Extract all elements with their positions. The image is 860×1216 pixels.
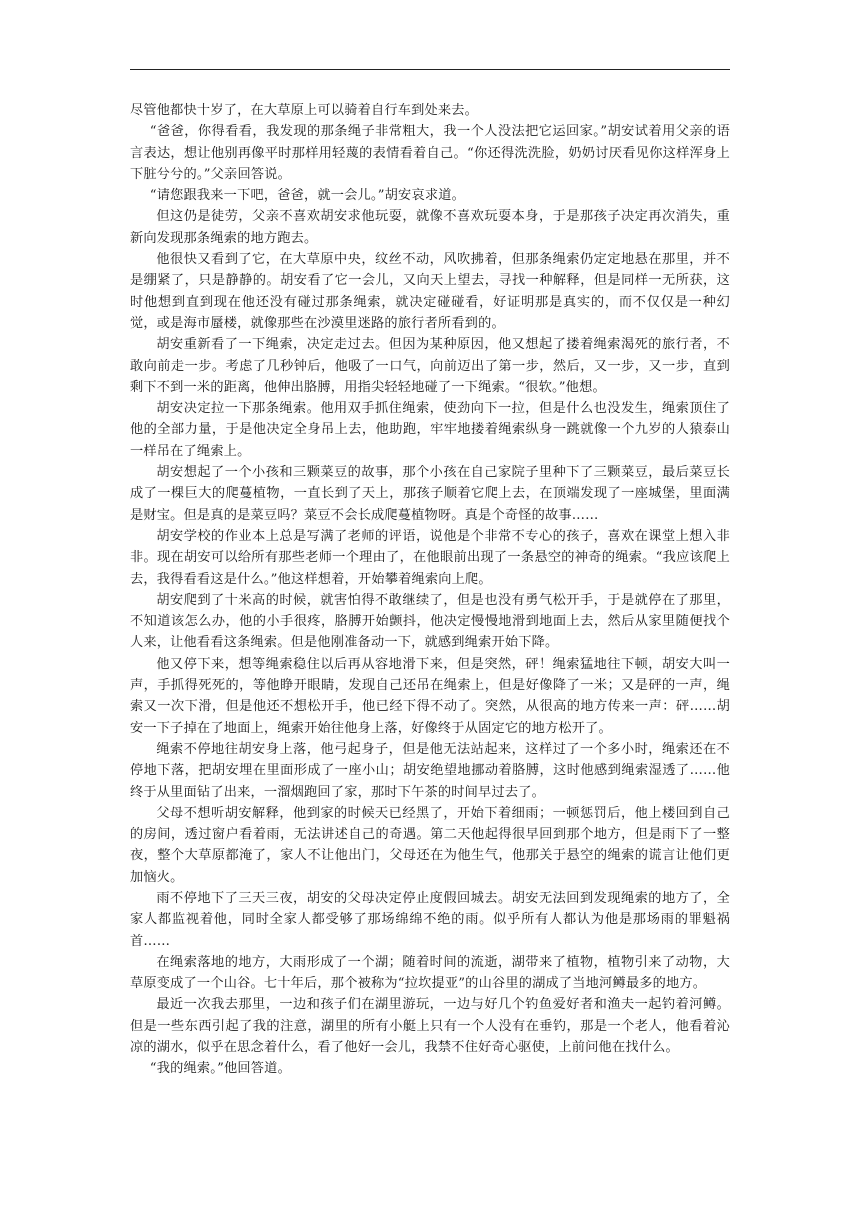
header-rule [130, 69, 730, 70]
paragraph: 但这仍是徒劳，父亲不喜欢胡安求他玩耍，就像不喜欢玩耍本身，于是那孩子决定再次消失，重新向发现那条绳索的地方跑去。 [130, 209, 730, 246]
paragraph: 胡安学校的作业本上总是写满了老师的评语，说他是个非常不专心的孩子，喜欢在课堂上想入非非。现在胡安可以给所有那些老师一个理由了，在他眼前出现了一条悬空的神奇的绳索。“我应该爬上去，我得看看这是什么。”他这样想着，开始攀着绳索向上爬。 [130, 528, 730, 587]
paragraph: 胡安想起了一个小孩和三颗菜豆的故事，那个小孩在自己家院子里种下了三颗菜豆，最后菜豆长成了一棵巨大的爬蔓植物，一直长到了天上，那孩子顺着它爬上去，在顶端发现了一座城堡，里面满是财宝。但是真的是菜豆吗？菜豆不会长成爬蔓植物呀。真是个奇怪的故事…… [130, 465, 730, 523]
paragraph: “爸爸，你得看看，我发现的那条绳子非常粗大，我一个人没法把它运回家。”胡安试着用父亲的语言表达，想让他别再像平时那样用轻蔑的表情看着自己。“你还得洗洗脸，奶奶讨厌看见你这样浑身上下脏兮兮的。”父亲回答说。 [130, 124, 730, 182]
paragraph: 在绳索落地的地方，大雨形成了一个湖；随着时间的流逝，湖带来了植物，植物引来了动物，大草原变成了一个山谷。七十年后，那个被称为“拉坎提亚”的山谷里的湖成了当地河鳟最多的地方。 [130, 954, 730, 992]
paragraph: 胡安重新看了一下绳索，决定走过去。但因为某种原因，他又想起了搂着绳索渴死的旅行者，不敢向前走一步。考虑了几秒钟后，他吸了一口气，向前迈出了第一步，然后，又一步，又一步，直到剩下不到一米的距离，他伸出胳膊，用指尖轻轻地碰了一下绳索。“很软。”他想。 [130, 337, 730, 395]
paragraph: “请您跟我来一下吧，爸爸，就一会儿。”胡安哀求道。 [149, 188, 465, 204]
paragraph: 胡安爬到了十米高的时候，就害怕得不敢继续了，但是也没有勇气松开手，于是就停在了那里，不知道该怎么办，他的小手很疼，胳膊开始颤抖，他决定慢慢地滑到地面上去，然后从家里随便找个人来，让他看看这条绳索。但是他刚准备动一下，就感到绳索开始下降。 [130, 592, 730, 651]
paragraph: 他很快又看到了它，在大草原中央，纹丝不动，风吹拂着，但那条绳索仍定定地悬在那里，并不是绷紧了，只是静静的。胡安看了它一会儿，又向天上望去，寻找一种解释，但是同样一无所获，这时他想到直到现在他还没有碰过那条绳索，就决定碰碰看，好证明那是真实的，而不仅仅是一种幻觉，或是海市蜃楼，就像那些在沙漠里迷路的旅行者所看到的。 [130, 252, 730, 331]
paragraph: 最近一次我去那里，一边和孩子们在湖里游玩，一边与好几个钓鱼爱好者和渔夫一起钓着河鳟。但是一些东西引起了我的注意，湖里的所有小艇上只有一个人没有在垂钓，那是一个老人，他看着沁凉的湖水，似乎在思念着什么，看了他好一会儿，我禁不住好奇心驱使，上前问他在找什么。 [130, 997, 730, 1056]
paragraph: “我的绳索。”他回答道。 [149, 1061, 291, 1077]
paragraph: 尽管他都快十岁了，在大草原上可以骑着自行车到处来去。 [130, 103, 479, 118]
paragraph: 胡安决定拉一下那条绳索。他用双手抓住绳索，使劲向下一拉，但是什么也没发生，绳索顶住了他的全部力量，于是他决定全身吊上去，他助跑，牢牢地搂着绳索纵身一跳就像一个九岁的人猿泰山一样吊在了绳索上。 [130, 401, 730, 459]
paragraph: 绳索不停地往胡安身上落，他弓起身子，但是他无法站起来，这样过了一个多小时，绳索还在不停地下落，把胡安埋在里面形成了一座小山；胡安绝望地挪动着胳膊，这时他感到绳索湿透了……他终于从里面钻了出来，一溜烟跑回了家，那时下午茶的时间早过去了。 [130, 741, 730, 800]
paragraph: 他又停下来，想等绳索稳住以后再从容地滑下来，但是突然，砰！绳索猛地往下顿，胡安大叫一声，手抓得死死的，等他睁开眼睛，发现自己还吊在绳索上，但是好像降了一米；又是砰的一声，绳索又一次下滑，但是他还不想松开手，他已经下得不动了。突然，从很高的地方传来一声：砰……胡安一下子掉在了地面上，绳索开始往他身上落，好像终于从固定它的地方松开了。 [130, 656, 730, 736]
paragraph: 父母不想听胡安解释，他到家的时候天已经黑了，开始下着细雨；一顿惩罚后，他上楼回到自己的房间，透过窗户看着雨，无法讲述自己的奇遇。第二天他起得很早回到那个地方，但是雨下了一整夜，整个大草原都淹了，家人不让他出门，父母还在为他生气，他那关于悬空的绳索的谎言让他们更加恼火。 [130, 805, 730, 885]
article-body [130, 100, 730, 1080]
paragraph: 雨不停地下了三天三夜，胡安的父母决定停止度假回城去。胡安无法回到发现绳索的地方了，全家人都监视着他，同时全家人都受够了那场绵绵不绝的雨。似乎所有人都认为他是那场雨的罪魁祸首…… [130, 890, 730, 949]
